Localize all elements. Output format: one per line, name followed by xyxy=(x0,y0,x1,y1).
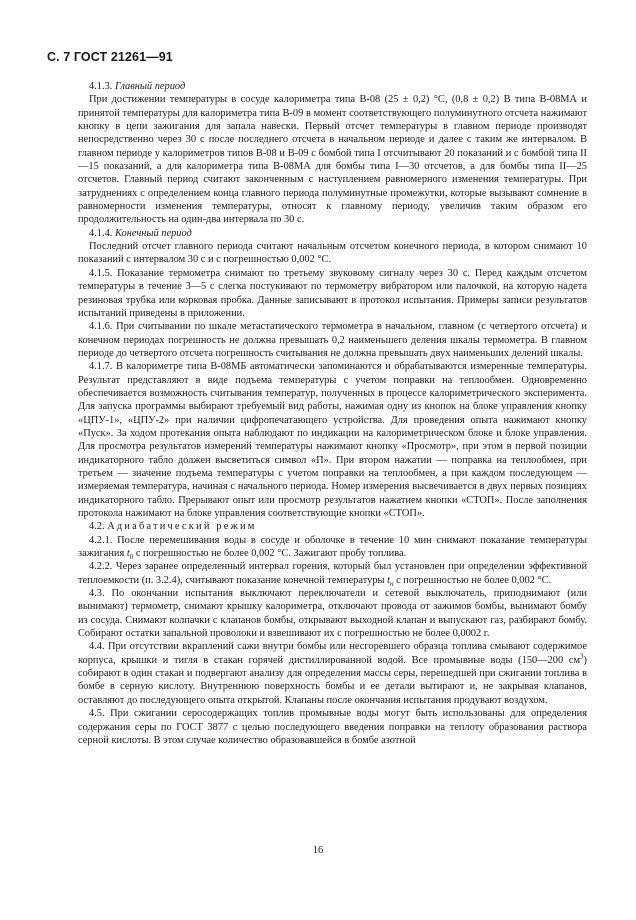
paragraph-4-1-5: 4.1.5. Показание термометра снимают по третьему звуковому сигналу через 30 с. Перед каждым отсчетом температуры в течение 3—5 с слегка постукивают по термометру вибратором или палочкой, на которую надета резиновая трубка или корковая пробка. Данные записывают в протокол испытания. Примеры записи результатов испытаний приведены в приложении. xyxy=(78,267,587,319)
page-header: С. 7 ГОСТ 21261—91 xyxy=(47,50,173,64)
paragraph-4-1-7: 4.1.7. В калориметре типа В-08МБ автоматически запоминаются и обрабатываются измеренные температуры. Результат представляют в виде подъема температуры с учетом поправки на теплообмен. Одновременно обеспечивается возможность считывания температур, полученных в процессе калориметрического эксперимента. Для запуска программы выбирают требуемый вид работы, нажимая одну из кнопок на блоке управления кнопку «ЦПУ-1», «ЦПУ-2» при наличии цифропечатающего устройства. Для проведения опыта нажимают кнопку «Пуск». За ходом протекания опыта наблюдают по индикации на калориметрическом блоке и блоке управления. Для просмотра результатов измерений температуры нажимают кнопку «Просмотр», при этом в первой позиции индикаторного табло должен высветиться символ «П». При втором нажатии — поправка на теплообмен, при третьем — значение подъема температуры с учетом поправки на теплообмен, а при каждом последующем — измеряемая температура, начиная с начального периода. Номер измерения высвечивается в двух первых позициях индикаторного табло. Прерывают опыт или просмотр результатов нажатием кнопки «СТОП». После заполнения протокола нажимают на блоке управления соответствующие кнопки «СТОП». xyxy=(78,361,587,519)
page-number: 16 xyxy=(312,845,324,856)
section-4-2 xyxy=(78,520,587,533)
paragraph-4-1-3: При достижении температуры в сосуде калориметра типа В-08 (25 ± 0,2) °С, (0,8 ± 0,2) В типа В-08МА и принятой температуры для калориметра типа В-09 в момент соответствующего полуминутного отсчета нажимают кнопку в цепи зажигания для запала навески. Первый отсчет температуры в главном периоде производят непосредственно через 30 с после последнего отсчета в начальном периоде и далее с таким же интервалом. В главном периоде у калориметров типов В-08 и В-09 с бомбой типа I отсчитывают 20 показаний и с бомбой типа II—15 показаний, а для калориметра типа В-08МА для бомбы типа I—30 отсчетов, а для бомбы типа II—25 отсчетов. Главный период считают законченным с наступлением равномерного изменения температуры. При затруднениях с определением конца главного периода полуминутные промежутки, которые вызывают сомнение в равномерности изменения температуры, относят к главному периоду, увеличив таким образом его продолжительность на один-два интервала по 30 с. xyxy=(78,94,587,226)
paragraph-4-3: 4.3. По окончании испытания выключают переключатели и сетевой выключатель, приподнимают (или вынимают) термометр, снимают крышку калориметра, отключают провода от зажимов бомбы, вынимают бомбу из сосуда. Снимают колпачки с клапанов бомбы, открывают выходной клапан и выпускают газ, разбирают бомбу. Собирают остатки запальной проволоки и взвешивают их с погрешностью не более 0,0002 г. xyxy=(78,588,587,640)
paragraph-4-1-4: Последний отсчет главного периода считают начальным отсчетом конечного периода, в котором снимают 10 показаний с интервалом 30 с и с погрешностью 0,002 °С. xyxy=(78,241,587,266)
paragraph-4-2-2: 4.2.2. Через заранее определенный интервал горения, который был установлен при определении эффективной теплоемкости (п. 3.2.4), считывают показание конечной температуры $t_n$ с погрешностью не более 0,002 °С. xyxy=(78,561,587,588)
section-4-1-3 xyxy=(78,80,587,93)
section-4-1-4 xyxy=(78,227,587,240)
section-number: 4.1.4. xyxy=(89,227,113,239)
section-number: 4.2. xyxy=(89,521,105,533)
section-title: Главный период xyxy=(115,81,186,92)
paragraph-4-2-1: 4.2.1. После перемешивания воды в сосуде и оболочке в течение 10 мин снимают показание температуры зажигания $t_0$ с погрешностью не более 0,002 °С. Зажигают пробу топлива. xyxy=(78,534,587,562)
paragraph-4-5: 4.5. При сжигании серосодержащих топлив промывные воды могут быть использованы для определения содержания серы по ГОСТ 3877 с целью последующего введения поправки на теплоту образования раствора серной кислоты. В этом случае количество образовавшейся в бомбе азотной xyxy=(78,708,587,746)
paragraph-4-1-6: 4.1.6. При считывании по шкале метастатического термометра в начальном, главном (с четвертого отсчета) и конечном периодах погрешность не должна превышать 0,2 наименьшего деления шкалы термометра. В главном периоде до четвертого отсчета погрешность считывания не должна превышать двух наименьших делений шкалы. xyxy=(78,321,587,359)
section-number: 4.1.3. xyxy=(89,81,113,92)
document-body xyxy=(78,80,587,747)
section-title: Адиабатический режим xyxy=(107,521,257,533)
section-title: Конечный период xyxy=(115,227,192,239)
paragraph-4-4: 4.4. При отсутствии вкраплений сажи внутри бомбы или несгоревшего образца топлива смывают содержимое корпуса, крышки и тигля в стакан горячей дистиллированной водой. Все промывные воды (150—200 $см^3$) собирают в один стакан и подвергают анализу для определения массы серы, перешедшей при сжигании топлива в бомбе в серную кислоту. Внутреннюю поверхность бомбы и ее детали вытирают и, не закрывая клапанов, оставляют до последующего опыта открытой. Клапаны после окончания испытания продувают воздухом. xyxy=(78,641,587,706)
